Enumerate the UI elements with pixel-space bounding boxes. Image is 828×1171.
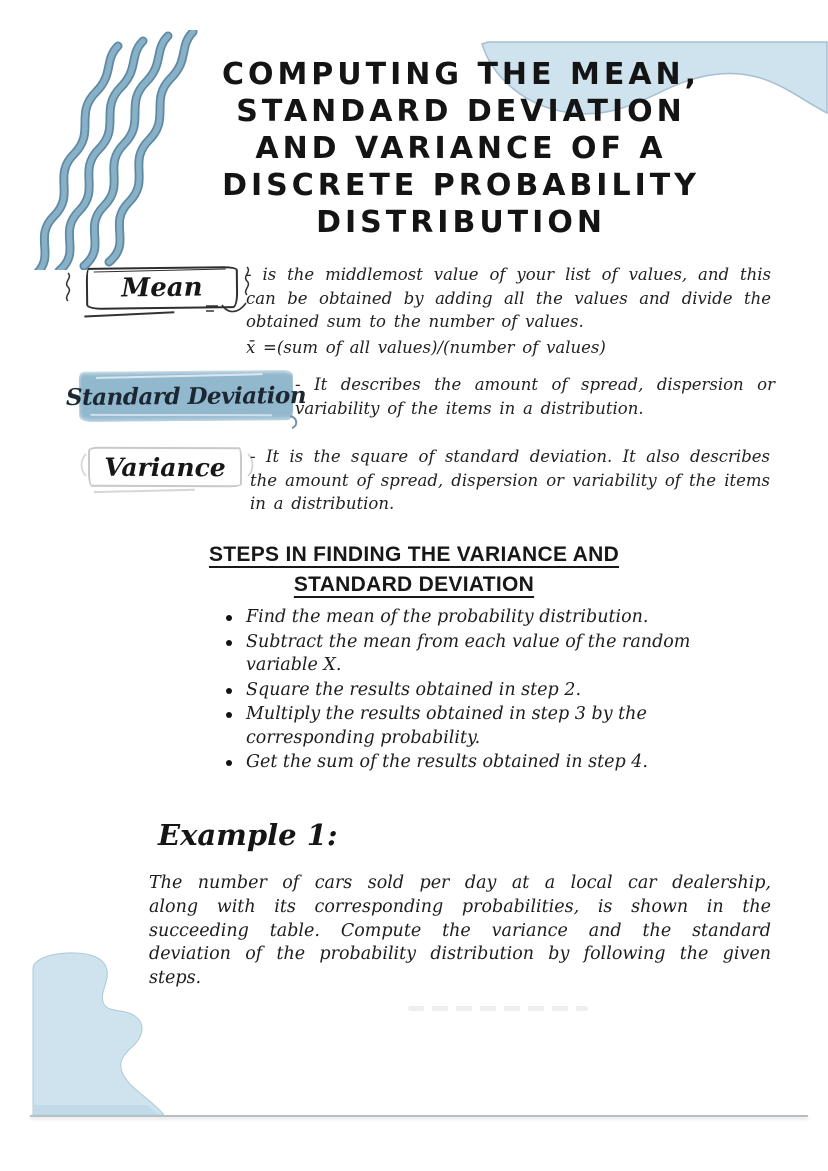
mean-formula: x̄ =(sum of all values)/(number of values) bbox=[246, 337, 606, 357]
steps-list bbox=[224, 606, 729, 776]
mean-term-label: Mean bbox=[121, 272, 203, 304]
step-item bbox=[224, 679, 729, 703]
sketch-brace-left-icon bbox=[78, 452, 88, 478]
example-body: The number of cars sold per day at a local car dealership, along with its corresponding probabilities, is shown in the succeeding table. Compute the variance and the standard deviation of the probability distribution by following the given steps. bbox=[149, 873, 771, 989]
bullet-icon bbox=[226, 760, 232, 766]
step-text: Multiply the results obtained in step 3 by the corresponding probability. bbox=[246, 704, 647, 748]
step-item bbox=[224, 751, 729, 775]
step-text: Square the results obtained in step 2. bbox=[246, 679, 582, 700]
bullet-icon bbox=[226, 688, 232, 694]
page-title-line: STANDARD DEVIATION bbox=[236, 94, 686, 129]
steps-heading bbox=[164, 540, 664, 600]
standard-deviation-term-highlight bbox=[65, 370, 307, 422]
step-text: Subtract the mean from each value of the random variable X. bbox=[246, 631, 691, 675]
page-title bbox=[154, 56, 768, 241]
step-text: Find the mean of the probability distribution. bbox=[246, 607, 649, 627]
sketch-equals-curve-icon bbox=[204, 300, 248, 318]
variance-term-label: Variance bbox=[104, 452, 226, 482]
steps-heading-line: STEPS IN FINDING THE VARIANCE AND bbox=[208, 543, 620, 566]
step-item bbox=[224, 631, 729, 678]
steps-heading-line: STANDARD DEVIATION bbox=[293, 573, 535, 596]
mean-definition-text: - is the middlemost value of your list of values, and this can be obtained by adding all the values and divide the obtained sum to the number of values. bbox=[246, 265, 771, 331]
bullet-icon bbox=[226, 712, 232, 718]
sketch-squiggle-left-icon bbox=[62, 272, 74, 306]
page-title-line: DISCRETE PROBABILITY bbox=[222, 168, 700, 203]
page-title-line: AND VARIANCE OF A bbox=[255, 131, 667, 166]
step-text: Get the sum of the results obtained in step 4. bbox=[246, 752, 648, 772]
standard-deviation-definition: - It describes the amount of spread, dispersion or variability of the items in a distribution. bbox=[295, 375, 775, 418]
faded-table-edge bbox=[408, 1006, 588, 1011]
step-item bbox=[224, 703, 729, 750]
bullet-icon bbox=[226, 640, 232, 646]
variance-term-box bbox=[88, 447, 242, 488]
bullet-icon bbox=[226, 615, 232, 621]
standard-deviation-term-label: Standard Deviation bbox=[65, 381, 307, 411]
page-title-line: DISTRIBUTION bbox=[316, 205, 606, 240]
variance-definition: - It is the square of standard deviation. It also describes the amount of spread, dispersion or variability of the items in a distribution. bbox=[250, 447, 770, 513]
example-heading: Example 1: bbox=[158, 818, 338, 852]
step-item bbox=[224, 606, 729, 630]
page-title-line: COMPUTING THE MEAN, bbox=[221, 57, 701, 92]
mean-definition bbox=[246, 263, 771, 359]
